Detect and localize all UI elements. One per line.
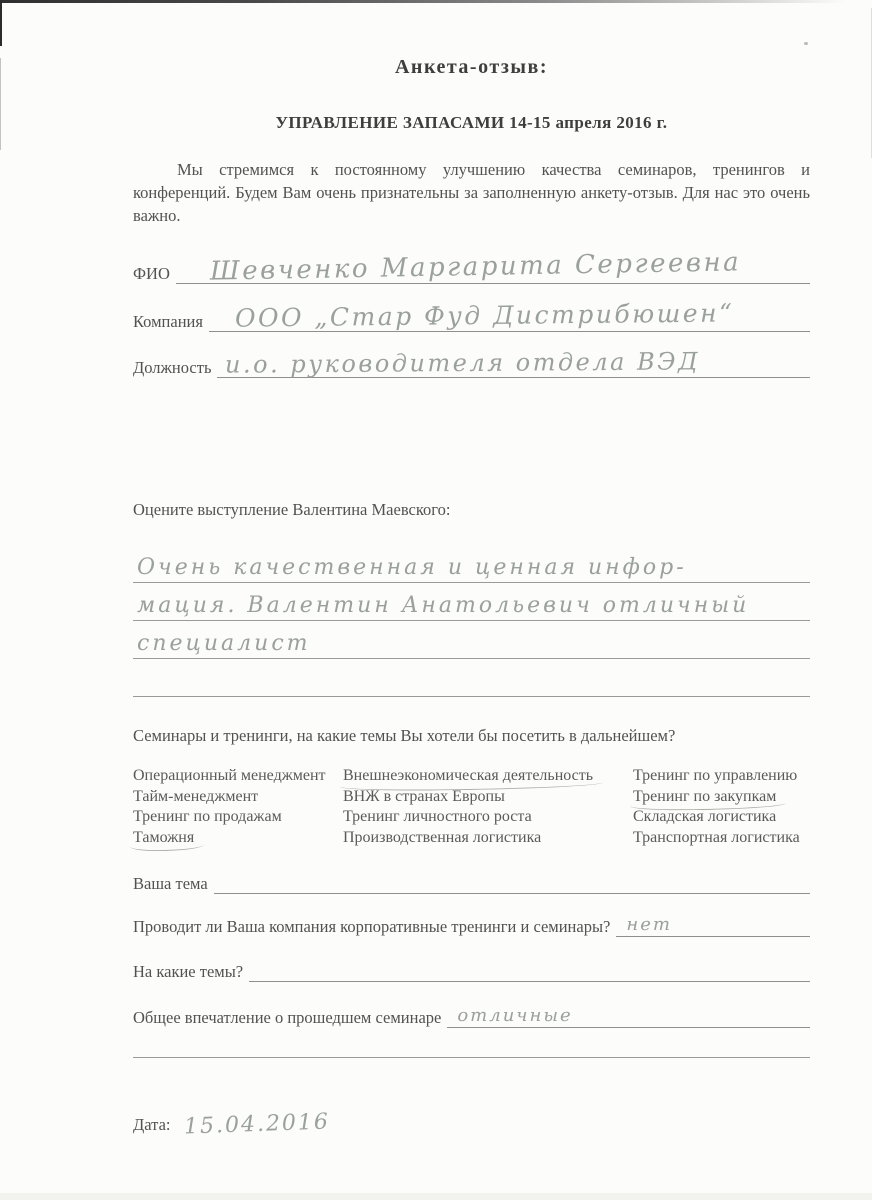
topic-item: Тайм-менеджмент	[133, 787, 259, 805]
impression-row	[133, 1000, 810, 1028]
which-topics-label: На какие темы?	[133, 962, 244, 981]
fio-field-row	[133, 247, 810, 287]
topic-item: Тренинг по продажам	[133, 808, 282, 825]
your-topic-line	[214, 893, 810, 894]
topic-item: Тренинг личностного роста	[343, 808, 532, 825]
fio-label: ФИО	[133, 264, 170, 283]
evaluation-question: Оцените выступление Валентина Маевского:	[133, 500, 451, 519]
topics-column-2	[343, 766, 631, 848]
topic-item: Производственная логистика	[343, 828, 542, 846]
fio-line	[176, 247, 810, 287]
scan-speck	[804, 42, 808, 45]
position-label: Должность	[133, 358, 212, 377]
impression-label: Общее впечатление о прошедшем семинаре	[133, 1008, 442, 1027]
evaluation-answer-area	[133, 545, 810, 697]
scan-edge-left	[0, 0, 2, 46]
topic-item: Таможня	[133, 828, 194, 849]
scan-edge-left-faint	[0, 58, 1, 150]
form-title: Анкета-отзыв:	[394, 56, 548, 78]
divider-line	[133, 1057, 810, 1058]
topic-item: Тренинг по закупкам	[633, 787, 776, 808]
scan-edge-top	[0, 0, 872, 3]
fio-handwritten-value: Шевченко Маргарита Сергеевна	[209, 247, 742, 287]
intro-paragraph: Мы стремимся к постоянному улучшению качества семинаров, тренингов и конференций. Будем Вам очень признательны за заполненную анкету-отзыв. Для нас это очень важно.	[133, 160, 810, 225]
position-line	[217, 347, 810, 379]
evaluation-handwritten-text: Очень качественная и ценная инфор-	[137, 555, 687, 580]
date-handwritten-value: 15.04.2016	[184, 1109, 331, 1140]
which-topics-line	[249, 981, 810, 982]
topic-item: ВНЖ в странах Европы	[343, 787, 505, 805]
impression-value: отличные	[457, 1005, 573, 1026]
topics-column-1	[133, 766, 339, 848]
position-handwritten-value: и.о. руководителя отдела ВЭД	[225, 347, 701, 379]
topic-item: Операционный менеджмент	[133, 767, 326, 784]
corporate-answer-value: нет	[626, 914, 672, 935]
topics-question: Семинары и тренинги, на какие темы Вы хотели бы посетить в дальнейшем?	[133, 726, 676, 745]
evaluation-answer-line	[133, 621, 810, 659]
evaluation-handwritten-text: специалист	[137, 631, 311, 656]
date-row	[133, 1109, 331, 1140]
topic-item: Транспортная логистика	[633, 828, 800, 846]
evaluation-answer-line	[133, 583, 810, 621]
corporate-question-row	[133, 909, 810, 937]
which-topics-row	[133, 954, 810, 982]
company-handwritten-value: ООО „Стар Фуд Дистрибюшен“	[234, 298, 735, 333]
your-topic-row	[133, 866, 810, 894]
company-field-row	[133, 296, 810, 332]
evaluation-answer-line	[133, 545, 810, 583]
position-field-row	[133, 342, 810, 378]
company-label: Компания	[133, 312, 203, 331]
topic-item: Внешнеэкономическая деятельность	[343, 766, 593, 787]
form-subtitle: УПРАВЛЕНИЕ ЗАПАСАМИ 14-15 апреля 2016 г.	[275, 113, 668, 132]
company-line	[209, 298, 810, 333]
evaluation-answer-line	[133, 659, 810, 697]
scan-edge-bottom	[0, 1193, 872, 1200]
topic-item: Тренинг по управлению	[633, 767, 798, 784]
evaluation-handwritten-text: мация. Валентин Анатольевич отличный	[137, 593, 750, 618]
date-label: Дата:	[133, 1114, 171, 1134]
topics-column-3	[633, 766, 851, 848]
corporate-answer-line	[616, 914, 810, 937]
corporate-question-label: Проводит ли Ваша компания корпоративные тренинги и семинары?	[133, 917, 611, 936]
topic-item: Складская логистика	[633, 808, 777, 825]
impression-line	[447, 1005, 810, 1028]
your-topic-label: Ваша тема	[133, 874, 208, 893]
